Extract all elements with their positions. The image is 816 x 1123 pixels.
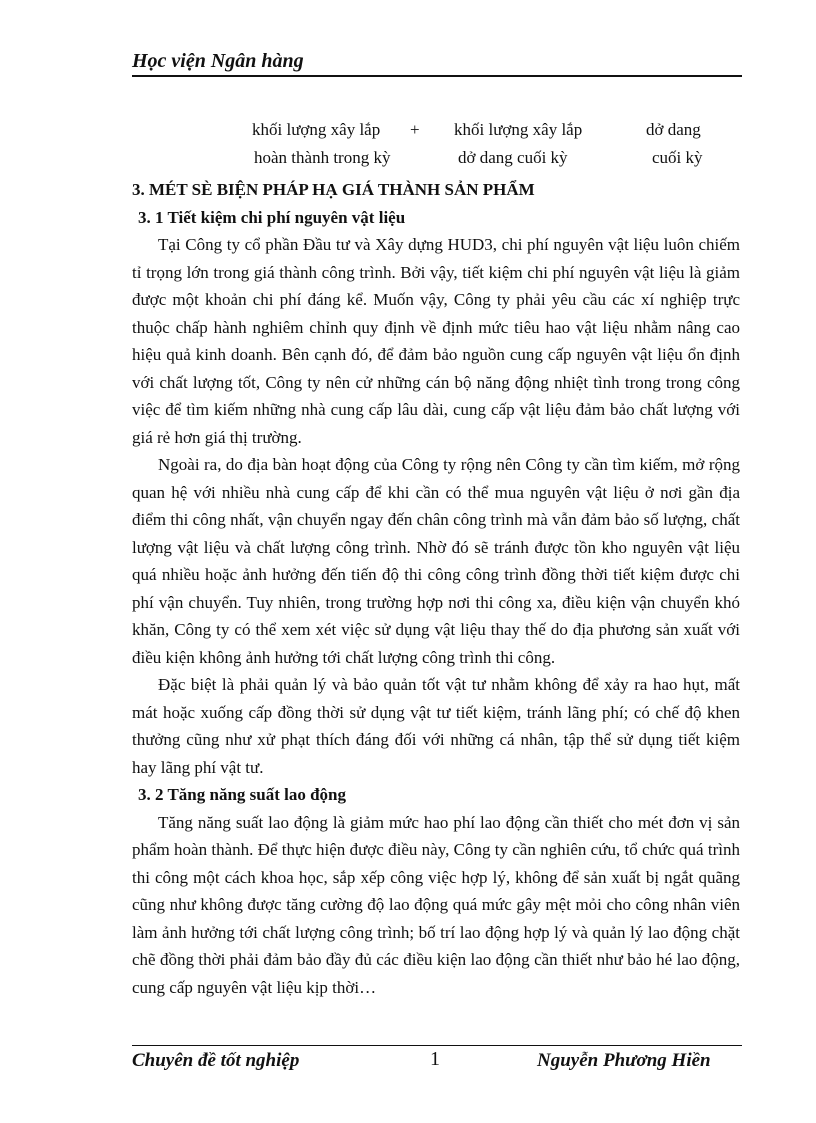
footer-thesis-label: Chuyên đề tốt nghiệp [132,1050,300,1071]
footer-rule [132,1045,742,1046]
footer-author: Nguyễn Phương Hiền [537,1050,711,1071]
formula-row-2 [130,148,742,176]
paragraph: Đặc biệt là phải quản lý và bảo quản tốt vật tư nhằm không để xảy ra hao hụt, mất mát hoặc xuống cấp đồng thời sử dụng vật tư tiết kiệm, tránh lãng phí; có chế độ khen thưởng cũng như xử phạt thích đáng đối với những cá nhân, tập thể sử dụng tiết kiệm hay lãng phí vật tư. [132,675,740,777]
formula-term-wip: dở dang [646,120,701,139]
subsection-heading-materials: 3. 1 Tiết kiệm chi phí nguyên vật liệu [138,207,406,227]
formula-term-end-of-period: cuối kỳ [652,148,703,167]
formula-row-1 [130,120,742,148]
formula-block [130,120,742,176]
formula-term-completed-volume: khối lượng xây lắp [252,120,381,139]
section-heading: 3. MÉT SÈ BIỆN PHÁP HẠ GIÁ THÀNH SẢN PHẨM [132,180,535,199]
formula-term-end-of-period-wip: dở dang cuối kỳ [458,148,568,167]
header-title: Học viện Ngân hàng [132,50,304,72]
page-number: 1 [430,1048,440,1070]
body-content [132,176,740,1001]
subsection-heading-productivity: 3. 2 Tăng năng suất lao động [138,785,347,804]
formula-term-wip-volume: khối lượng xây lắp [454,120,583,139]
paragraph: Tăng năng suất lao động là giảm mức hao phí lao động cần thiết cho mét đơn vị sản phẩm hoàn thành. Để thực hiện được điều này, Công ty cần nghiên cứu, tổ chức quá trình thi công một cách khoa học, sắp xếp công việc hợp lý, không để sản xuất bị ngắt quãng cũng như không được tăng cường độ lao động quá mức gây mệt mỏi cho công nhân viên làm ảnh hưởng tới chất lượng công trình; bố trí lao động hợp lý và quản lý lao động chặt chẽ đồng thời phải đảm bảo đầy đủ các điều kiện lao động cần thiết như bảo hé lao động, cung cấp nguyên vật liệu kịp thời… [132,812,740,997]
paragraph: Tại Công ty cổ phần Đầu tư và Xây dựng HUD3, chi phí nguyên vật liệu luôn chiếm tỉ trọng lớn trong giá thành công trình. Bởi vậy, tiết kiệm chi phí nguyên vật liệu là giảm được một khoản chi phí đáng kể. Muốn vậy, Công ty phải yêu cầu các xí nghiệp trực thuộc chấp hành nghiêm chỉnh quy định về định mức tiêu hao vật liệu nhằm nâng cao hiệu quả kinh doanh. Bên cạnh đó, để đảm bảo nguồn cung cấp nguyên vật liệu ổn định với chất lượng tốt, Công ty nên cử những cán bộ năng động nhiệt tình trong trong công việc để tìm kiếm những nhà cung cấp lâu dài, cung cấp vật liệu đảm bảo chất lượng với giá rẻ hơn giá thị trường. [132,235,740,447]
formula-plus-sign: + [410,120,420,139]
header-rule [132,75,742,77]
paragraph: Ngoài ra, do địa bàn hoạt động của Công ty rộng nên Công ty cần tìm kiếm, mở rộng quan hệ với nhiều nhà cung cấp để khi cần có thể mua nguyên vật liệu ở nơi gần địa điểm thi công nhất, vận chuyển ngay đến chân công trình mà vẫn đảm bảo số lượng, chất lượng vật liệu và chất lượng công trình. Nhờ đó sẽ tránh được tồn kho nguyên vật liệu quá nhiều hoặc ảnh hưởng đến tiến độ thi công công trình đồng thời tiết kiệm được chi phí vận chuyển. Tuy nhiên, trong trường hợp nơi thi công xa, điều kiện vận chuyển khó khăn, Công ty có thể xem xét việc sử dụng vật liệu thay thế do địa phương sản xuất với điều kiện không ảnh hưởng tới chất lượng công trình thi công. [132,455,740,667]
formula-term-in-period: hoàn thành trong kỳ [254,148,391,167]
